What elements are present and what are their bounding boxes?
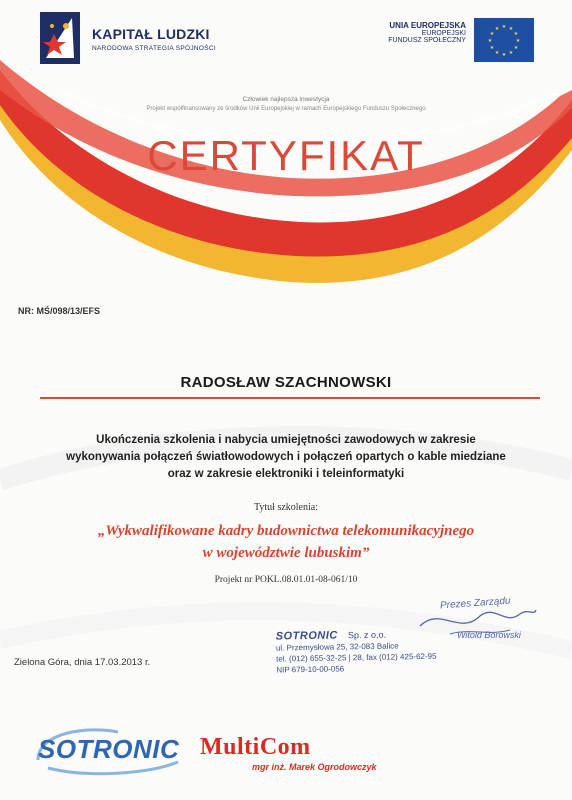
stamp-address: ul. Przemysłowa 25, 32-083 Balice — [275, 641, 399, 653]
eu-line-1: UNIA EUROPEJSKA — [389, 21, 466, 30]
company-stamp — [276, 628, 457, 675]
svg-text:★: ★ — [515, 38, 521, 44]
svg-text:★: ★ — [501, 52, 507, 58]
course-title — [0, 520, 572, 564]
course-line: „Wykwalifikowane kadry budownictwa telekomunikacyjnego — [97, 523, 475, 539]
eu-line-2: EUROPEJSKI — [421, 30, 466, 37]
stamp-company-suffix: Sp. z o.o. — [347, 629, 387, 641]
body-line: wykonywania połączeń światłowodowych i połączeń opartych o kable miedziane — [66, 451, 506, 463]
project-number: Projekt nr POKL.08.01.01-08-061/10 — [214, 575, 358, 585]
tagline-2: Projekt współfinansowany ze środków Unii Europejskiej w ramach Europejskiego Funduszu Społecznego — [146, 106, 426, 112]
certificate-title: CERTYFIKAT — [147, 132, 425, 179]
multicom-logo: MultiCom — [200, 734, 311, 760]
stamp-phone: tel. (012) 655-32-25 | 28, fax (012) 425-62-95 — [276, 651, 437, 664]
sotronic-logo: SOTRONIC — [38, 734, 180, 764]
svg-text:★: ★ — [494, 50, 500, 56]
svg-text:★: ★ — [487, 38, 493, 44]
place-date: Zielona Góra, dnia 17.03.2013 r. — [14, 657, 151, 668]
svg-text:★: ★ — [494, 26, 500, 32]
svg-text:★: ★ — [508, 50, 514, 56]
tagline-1: Człowiek najlepsza inwestycja — [242, 96, 330, 103]
svg-text:★: ★ — [513, 31, 519, 37]
name-underline — [40, 397, 540, 399]
kapital-ludzki-logo — [40, 12, 80, 64]
kapital-ludzki-subtitle: NARODOWA STRATEGIA SPÓJNOŚCI — [92, 45, 216, 52]
certificate-body — [0, 432, 572, 483]
eu-flag-icon — [474, 18, 534, 62]
eu-line-3: FUNDUSZ SPOŁECZNY — [388, 37, 466, 44]
stamp-brand: SOTRONIC — [275, 629, 338, 643]
svg-text:★: ★ — [489, 31, 495, 37]
svg-text:★: ★ — [501, 24, 507, 30]
certificate-number: NR: MŚ/098/13/EFS — [18, 306, 101, 316]
body-line: oraz w zakresie elektroniki i teleinformatyki — [167, 468, 405, 480]
eu-label — [388, 21, 466, 44]
svg-text:★: ★ — [508, 26, 514, 32]
stamp-nip: NIP 679-10-00-056 — [276, 664, 345, 675]
body-line: Ukończenia szkolenia i nabycia umiejętności zawodowych w zakresie — [96, 434, 476, 446]
course-label: Tytuł szkolenia: — [253, 502, 318, 513]
recipient-name: RADOSŁAW SZACHNOWSKI — [180, 374, 392, 391]
signature-role: Prezes Zarządu — [439, 595, 511, 612]
signature-name: Witold Borowski — [457, 630, 521, 640]
multicom-subtitle: mgr inż. Marek Ogrodowczyk — [252, 762, 377, 772]
svg-text:★: ★ — [489, 45, 495, 51]
kapital-ludzki-title: KAPITAŁ LUDZKI — [92, 26, 210, 42]
svg-text:★: ★ — [513, 45, 519, 51]
course-line: w województwie lubuskim” — [202, 545, 370, 561]
